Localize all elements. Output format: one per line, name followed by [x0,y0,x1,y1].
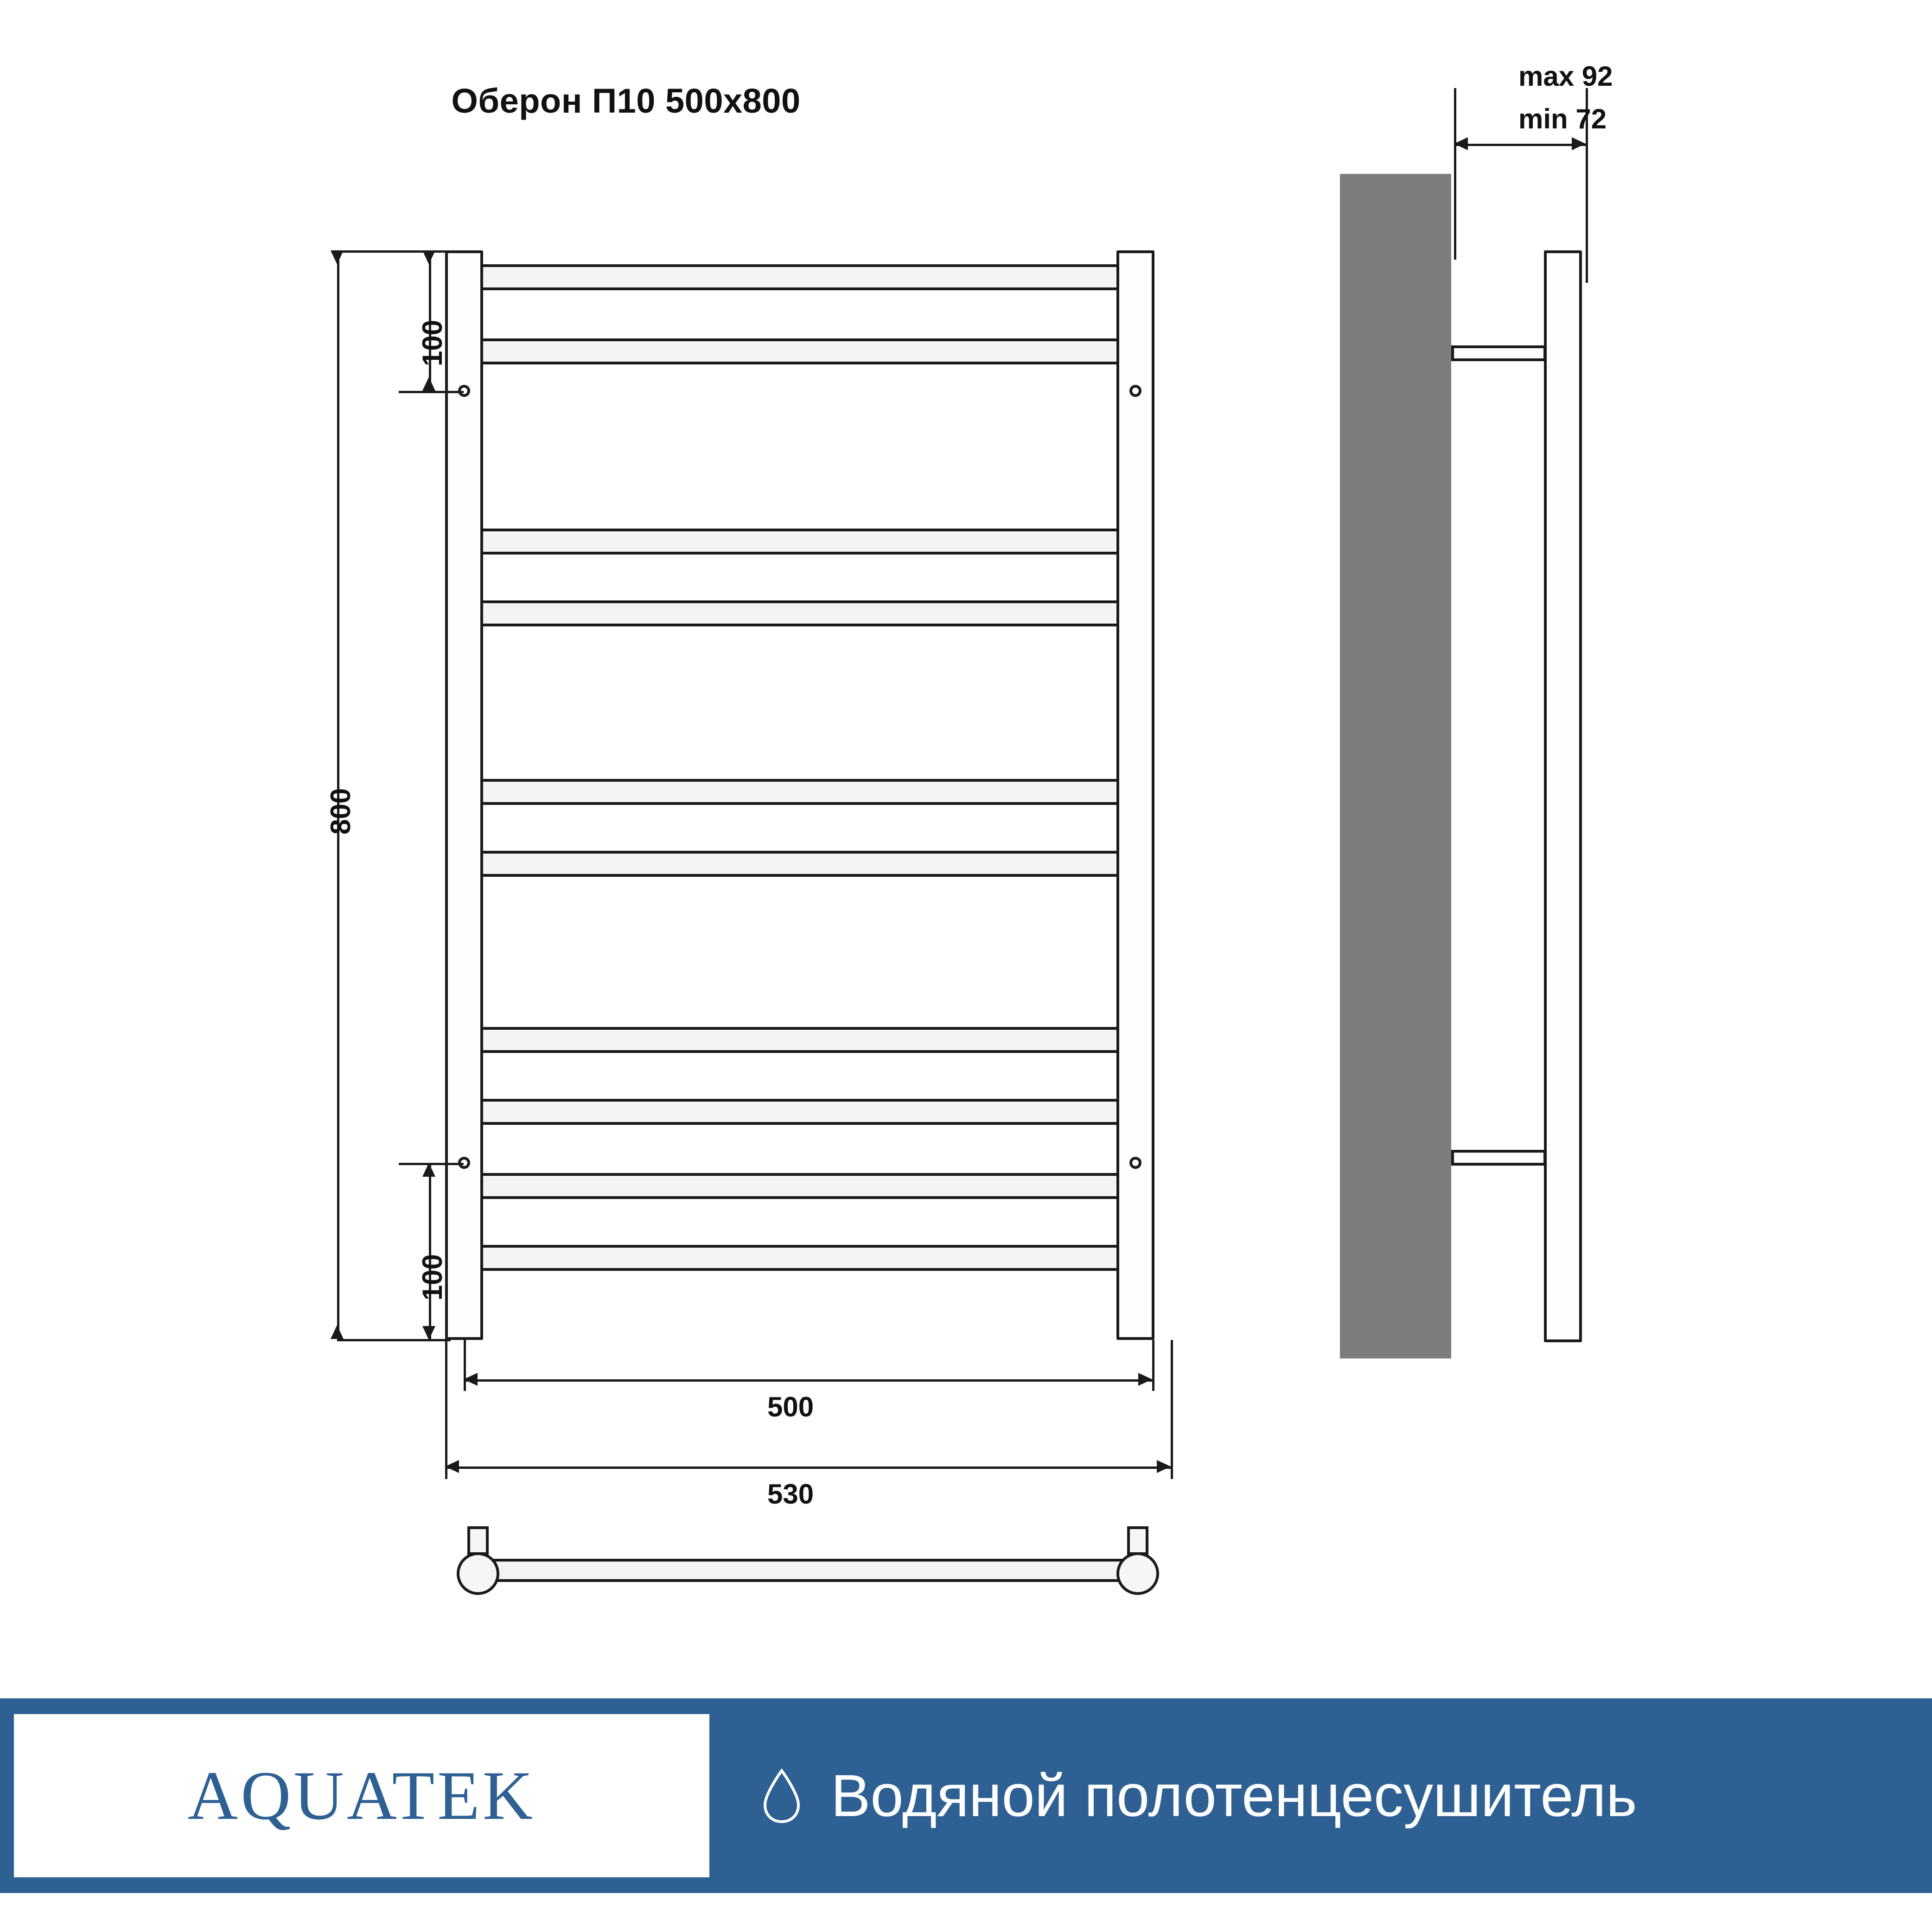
dim-530-line [445,1467,1171,1469]
bottom-bracket-view [431,1516,1182,1604]
dim-depth-arrow-right [1572,137,1586,150]
dim-500-ext-right [1152,1340,1154,1391]
dim-500-label: 500 [767,1391,814,1422]
dim-500-arrow-left [464,1373,478,1386]
footer-band [0,1698,1932,1893]
left-post [445,250,483,1340]
dim-530-ext-right [1171,1340,1173,1479]
dim-530-arrow-left [445,1460,459,1473]
connector-stem-left [467,1526,489,1555]
dim-800-label: 800 [325,788,356,835]
dim-800-arrow-bottom [331,1325,344,1339]
dim-500-line [464,1379,1152,1382]
dim-bottom100-label: 100 [417,1254,448,1301]
dim-depth-max-label: max 92 [1518,61,1613,92]
rung-4 [480,600,1119,626]
rung-1 [480,264,1119,290]
dim-bottom100-arrow-bottom [422,1326,435,1340]
brand-logo-box [14,1714,709,1877]
dim-500-arrow-right [1138,1373,1152,1386]
dim-530-arrow-right [1157,1460,1171,1473]
mount-hole-top-right [1129,385,1141,397]
wall-bracket-top [1451,345,1546,361]
dim-depth-min-label: min 72 [1518,103,1607,134]
brand-name: AQUATEK [187,1757,536,1834]
wall-bracket-bottom [1451,1150,1546,1166]
connector-tube [478,1559,1141,1582]
rung-8 [480,1099,1119,1125]
dim-depth-ext-left [1454,88,1456,260]
mount-hole-bottom-right [1129,1157,1141,1169]
wall-section [1340,174,1451,1358]
dim-800-arrow-top [331,250,344,264]
dim-top100-label: 100 [417,319,448,366]
rung-10 [480,1245,1119,1271]
dim-bottom100-arrow-top [422,1163,435,1177]
dim-depth-line [1454,144,1586,146]
dim-depth-arrow-left [1454,137,1468,150]
connector-knob-left [457,1552,499,1595]
side-view [1335,158,1669,1363]
side-post [1544,250,1582,1342]
dim-bottom100-line [429,1163,431,1340]
dim-530-label: 530 [767,1479,814,1510]
dim-top100-arrow-top [422,250,435,264]
page-title: Оберон П10 500x800 [451,82,801,120]
rung-9 [480,1173,1119,1199]
rung-7 [480,1027,1119,1053]
dim-top100-tick [399,391,464,393]
rung-6 [480,851,1119,877]
rung-3 [480,529,1119,555]
dim-top100-arrow-bottom [422,377,435,391]
right-post [1116,250,1154,1340]
footer-caption-group [760,1762,1637,1830]
rung-2 [480,338,1119,364]
connector-knob-right [1116,1552,1159,1595]
water-drop-icon [760,1768,803,1824]
footer-caption: Водяной полотенцесушитель [831,1762,1637,1829]
front-view [445,250,1154,1340]
connector-stem-right [1127,1526,1148,1555]
rung-5 [480,779,1119,805]
dim-530-ext-left [445,1340,447,1479]
